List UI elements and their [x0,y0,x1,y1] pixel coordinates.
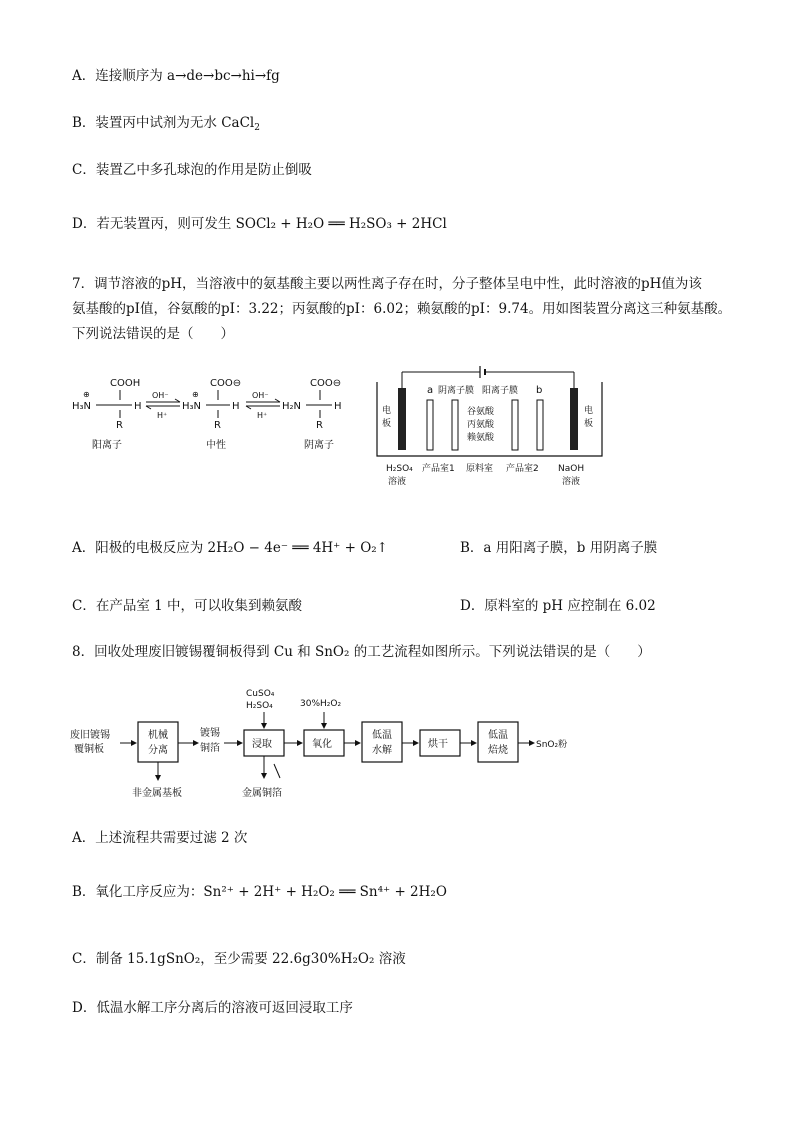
neutral-label: 中性 [206,440,226,451]
oh-label-2: OH⁻ [252,391,269,400]
q7-equilibrium-figure [70,370,360,460]
room2-label: 产品室2 [506,464,539,474]
q8-stem: 8．回收处理废旧镀锡覆铜板得到 Cu 和 SnO₂ 的工艺流程如图所示。下列说法错误的是（ ） [72,644,651,660]
q6-option-a: A．连接顺序为 a→de→bc→hi→fg [72,68,280,84]
flow-mid1a: 镀锡 [200,728,220,739]
h2n-label: H₂N [282,401,302,412]
cation-label: 阳离子 [92,440,122,451]
flow-reagent1a: CuSO₄ [246,689,275,699]
left-electrode [398,388,406,450]
plus-charge-1: ⊕ [83,390,90,399]
flow-box2: 浸取 [252,739,272,750]
flow-box4b: 水解 [372,745,392,756]
h2so4-solution-label: 溶液 [388,477,407,487]
flow-byproduct1: 非金属基板 [132,788,182,799]
cooh-label: COOH [110,378,141,389]
flow-reagent2: 30%H₂O₂ [300,699,342,709]
q7-option-a: A．阳极的电极反应为 2H₂O − 4e⁻ ══ 4H⁺ + O₂↑ [72,540,388,556]
flow-start-1: 废旧镀锡 [70,730,110,741]
acid2-label: 丙氨酸 [467,420,495,430]
q6-option-b-text: B．装置丙中试剂为无水 CaCl [72,115,255,131]
q7-stem-line3: 下列说法错误的是（ ） [72,326,234,342]
r-label-3: R [316,420,323,431]
r-label-1: R [116,420,123,431]
h-plus-label-1: H⁺ [157,411,168,420]
flow-byproduct2: 金属铜箔 [242,788,282,799]
flow-reagent1b: H₂SO₄ [246,701,273,711]
left-electrode-label-1: 电 [382,406,392,416]
h-label-1: H [134,401,142,412]
flow-box3: 氧化 [312,739,332,750]
coo-label-1: COO⊖ [210,378,242,389]
q7-option-b: B．a 用阳离子膜，b 用阴离子膜 [460,540,658,556]
left-electrode-label-2: 板 [382,419,392,429]
label-a: a [427,385,434,396]
flow-box-hydrolysis [362,722,402,762]
naoh-solution-label: 溶液 [562,477,581,487]
h3n-label-1: H₃N [72,401,92,412]
h-plus-label-2: H⁺ [257,411,268,420]
q6-option-d [72,212,447,232]
membrane-b [537,400,543,450]
q7-option-c: C．在产品室 1 中，可以收集到赖氨酸 [72,598,303,614]
membrane2-label: 阳离子膜 [482,386,519,396]
q8-option-b: B．氧化工序反应为：Sn²⁺ + 2H⁺ + H₂O₂ ══ Sn⁴⁺ + 2H₂O [72,884,447,900]
q7-stem-line2: 氨基酸的pI值，谷氨酸的pI：3.22；丙氨酸的pI：6.02；赖氨酸的pI：9.74。用如图装置分离这三种氨基酸。 [72,301,732,317]
room1-label: 产品室1 [422,464,455,474]
flow-box-roast [478,722,518,762]
h-label-3: H [334,401,342,412]
q6-option-d-prefix: D．若无装置丙，则可发生 SO [72,216,256,232]
h-label-2: H [232,401,240,412]
right-electrode [570,388,578,450]
flow-box1b: 分离 [148,745,168,756]
r-label-2: R [214,420,221,431]
flow-mid1b: 铜箔 [200,743,220,754]
anion-label: 阴离子 [304,440,334,451]
q6-option-c: C．装置乙中多孔球泡的作用是防止倒吸 [72,162,312,178]
acid3-label: 赖氨酸 [467,433,495,443]
room-raw-label: 原料室 [466,464,494,474]
membrane1-label: 阴离子膜 [438,386,475,396]
flow-box5: 烘干 [428,739,448,750]
membrane-3 [512,400,518,450]
membrane-a [427,400,433,450]
flow-box1a: 机械 [148,730,168,741]
flow-box-mechanical [138,722,178,762]
q7-option-d: D．原料室的 pH 应控制在 6.02 [460,598,656,614]
flow-start-2: 覆铜板 [74,744,104,755]
label-b: b [536,385,543,396]
q8-flowchart [68,684,608,809]
q7-electrolysis-cell [372,358,610,498]
right-electrode-label-1: 电 [584,406,594,416]
flow-product: SnO₂粉 [536,740,568,750]
acid1-label: 谷氨酸 [467,407,495,417]
oh-label-1: OH⁻ [152,391,169,400]
q6-option-b [72,111,260,133]
h3n-label-2: H₃N [182,401,202,412]
plus-charge-2: ⊕ [192,390,199,399]
q8-option-a: A．上述流程共需要过滤 2 次 [72,830,248,846]
q7-stem-line1: 7．调节溶液的pH，当溶液中的氨基酸主要以两性离子存在时，分子整体呈电中性，此时溶液的pH值为该 [72,276,702,292]
membrane-2 [452,400,458,450]
q6-option-b-sub: 2 [254,123,260,133]
h2so4-label: H₂SO₄ [386,464,413,474]
q8-option-c: C．制备 15.1gSnO₂，至少需要 22.6g30%H₂O₂ 溶液 [72,951,406,967]
q8-option-d: D．低温水解工序分离后的溶液可返回浸取工序 [72,1000,353,1016]
coo-label-2: COO⊖ [310,378,342,389]
flow-box6a: 低温 [488,730,508,741]
flow-box6b: 焙烧 [488,745,508,756]
right-electrode-label-2: 板 [584,419,594,429]
q6-option-d-rest: Cl₂ + H₂O ══ H₂SO₃ + 2HCl [255,216,447,232]
flow-box4a: 低温 [372,730,392,741]
naoh-label: NaOH [558,464,585,474]
